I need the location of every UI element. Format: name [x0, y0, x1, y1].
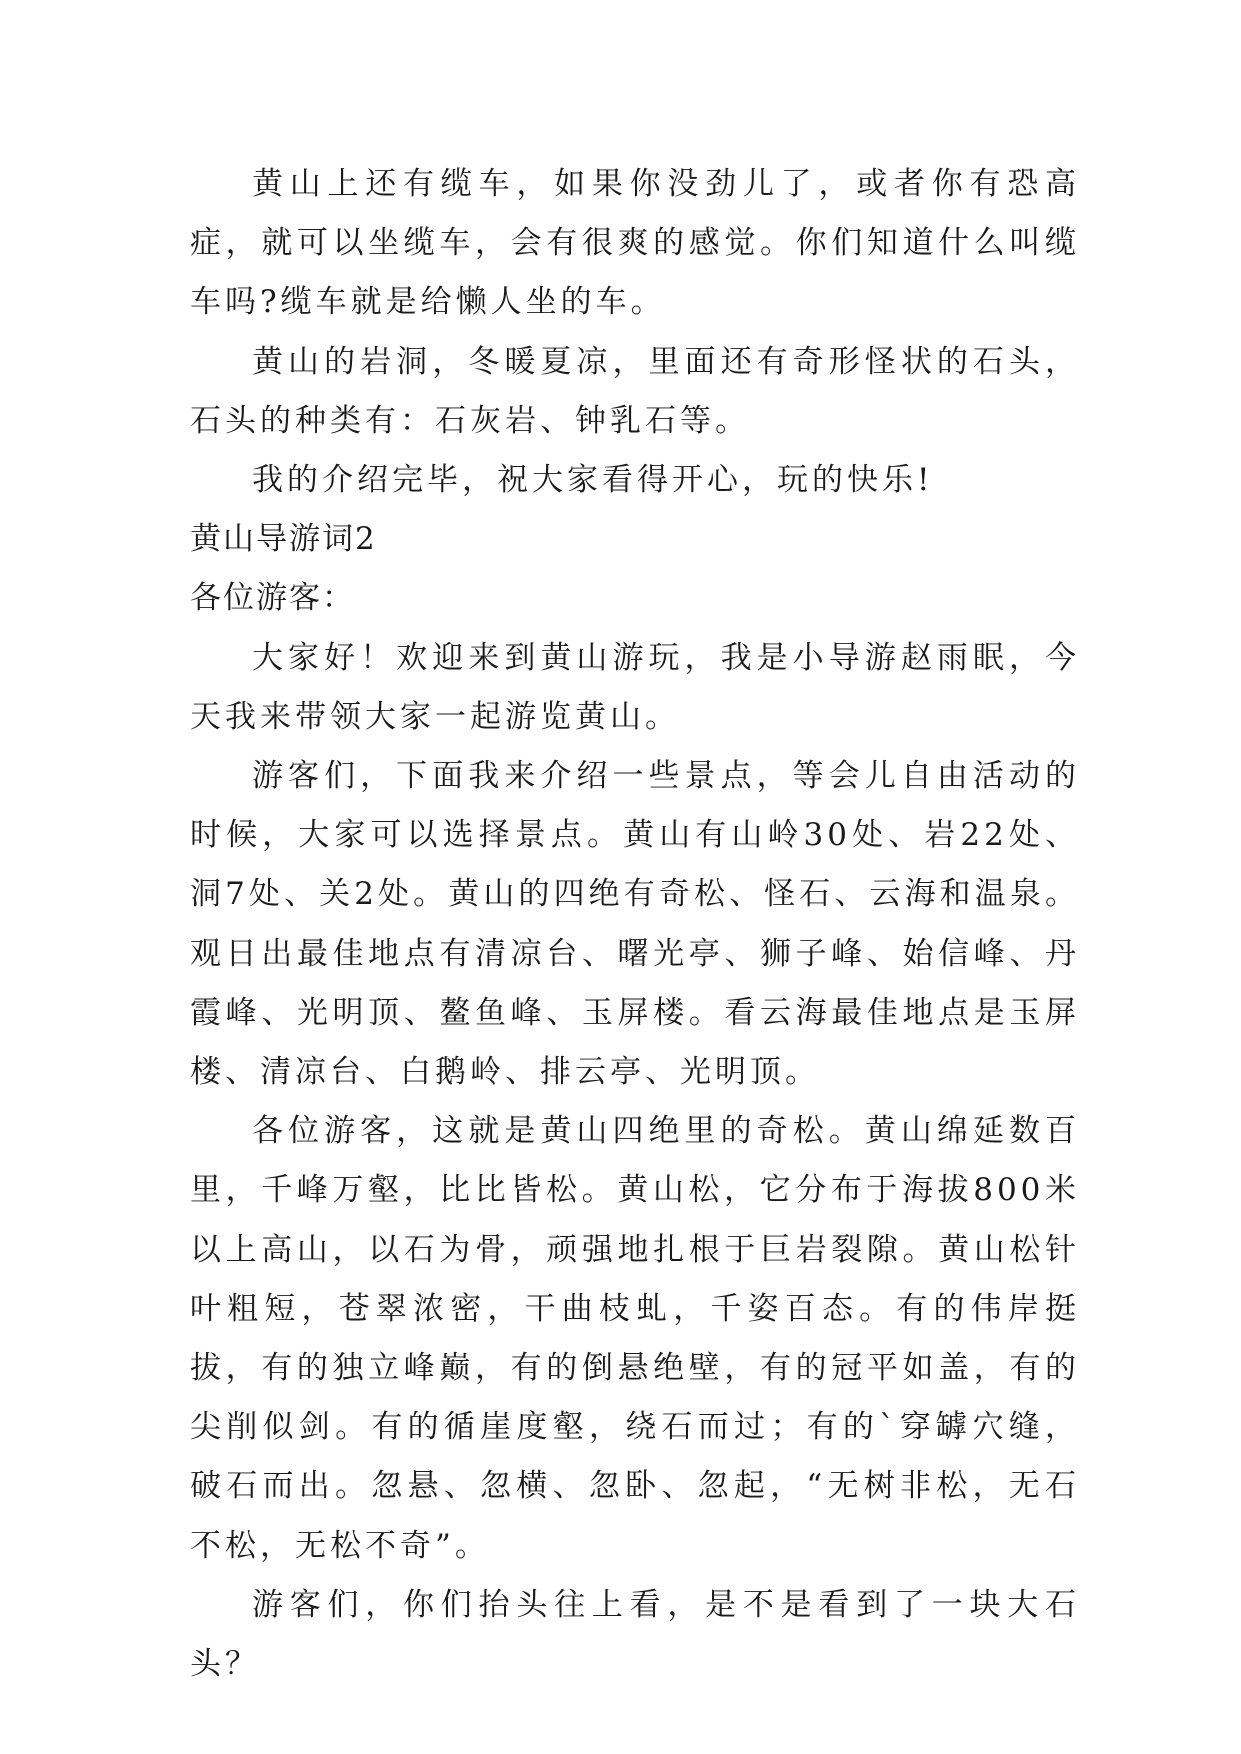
- paragraph-welcome: 大家好！欢迎来到黄山游玩，我是小导游赵雨眠，今天我来带领大家一起游览黄山。: [190, 639, 1080, 735]
- paragraph-big-rock: 游客们，你们抬头往上看，是不是看到了一块大石头？: [190, 1586, 1080, 1683]
- paragraph-pines: 各位游客，这就是黄山四绝里的奇松。黄山绵延数百里，千峰万壑，比比皆松。黄山松，它分布于海拔800米以上高山，以石为骨，顽强地扎根于巨岩裂隙。黄山松针叶粗短，苍翠浓密，干曲枝虬，千姿百态。有的伟岸挺拔，有的独立峰巅，有的倒悬绝壁，有的冠平如盖，有的尖削似剑。有的循崖度壑，绕石而过；有的`穿罅穴缝，破石而出。忽悬、忽横、忽卧、忽起，“无树非松，无石不松，无松不奇”。: [190, 1113, 1080, 1564]
- paragraph-caves: 黄山的岩洞，冬暖夏凉，里面还有奇形怪状的石头，石头的种类有：石灰岩、钟乳石等。: [190, 343, 1080, 439]
- document-body: [190, 155, 1080, 1694]
- paragraph-closing: 我的介绍完毕，祝大家看得开心，玩的快乐!: [252, 462, 934, 499]
- paragraph-scenic-spots: 游客们，下面我来介绍一些景点，等会儿自由活动的时候，大家可以选择景点。黄山有山岭30处、岩22处、洞7处、关2处。黄山的四绝有奇松、怪石、云海和温泉。观日出最佳地点有清凉台、曙光亭、狮子峰、始信峰、丹霞峰、光明顶、鳌鱼峰、玉屏楼。看云海最佳地点是玉屏楼、清凉台、白鹅岭、排云亭、光明顶。: [190, 758, 1080, 1091]
- salutation: 各位游客：: [190, 580, 355, 617]
- paragraph-cable-car: 黄山上还有缆车，如果你没劲儿了，或者你有恐高症，就可以坐缆车，会有很爽的感觉。你们知道什么叫缆车吗?缆车就是给懒人坐的车。: [190, 166, 1080, 321]
- section-title: 黄山导游词2: [190, 521, 377, 558]
